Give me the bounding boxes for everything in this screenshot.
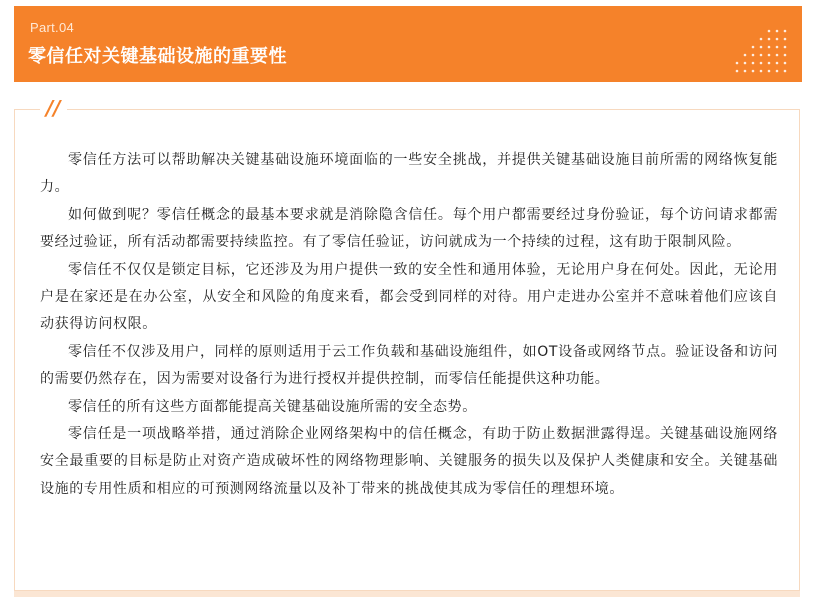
quote-mark-icon: // [40,94,67,122]
section-title: 零信任对关键基础设施的重要性 [28,46,287,67]
paragraph: 零信任是一项战略举措，通过消除企业网络架构中的信任概念，有助于防止数据泄露得逞。关键基础设施网络安全最重要的目标是防止对资产造成破坏性的网络物理影响、关键服务的损失以及保护人类健康和安全。关键基础设施的专用性质和相应的可预测网络流量以及补丁带来的挑战使其成为零信任的理想环境。 [40,426,778,497]
article-body [40,147,778,503]
paragraph: 零信任方法可以帮助解决关键基础设施环境面临的一些安全挑战，并提供关键基础设施目前所需的网络恢复能力。 [40,152,778,196]
paragraph: 如何做到呢？零信任概念的最基本要求就是消除隐含信任。每个用户都需要经过身份验证，每个访问请求都需要经过验证，所有活动都需要持续监控。有了零信任验证，访问就成为一个持续的过程，这有助于限制风险。 [40,206,778,251]
dot-pattern-icon [732,26,792,76]
paragraph: 零信任不仅仅是锁定目标，它还涉及为用户提供一致的安全性和通用体验，无论用户身在何处。因此，无论用户是在家还是在办公室，从安全和风险的角度来看，都会受到同样的对待。用户走进办公室并不意味着他们应该自动获得访问权限。 [40,261,778,333]
section-header [14,6,802,82]
paragraph: 零信任的所有这些方面都能提高关键基础设施所需的安全态势。 [68,398,477,415]
paragraph: 零信任不仅涉及用户，同样的原则适用于云工作负载和基础设施组件，如OT设备或网络节点。验证设备和访问的需要仍然存在，因为需要对设备行为进行授权并提供控制，而零信任能提供这种功能。 [40,343,778,388]
part-label: Part.04 [30,20,75,35]
bottom-accent-bar [14,591,800,597]
